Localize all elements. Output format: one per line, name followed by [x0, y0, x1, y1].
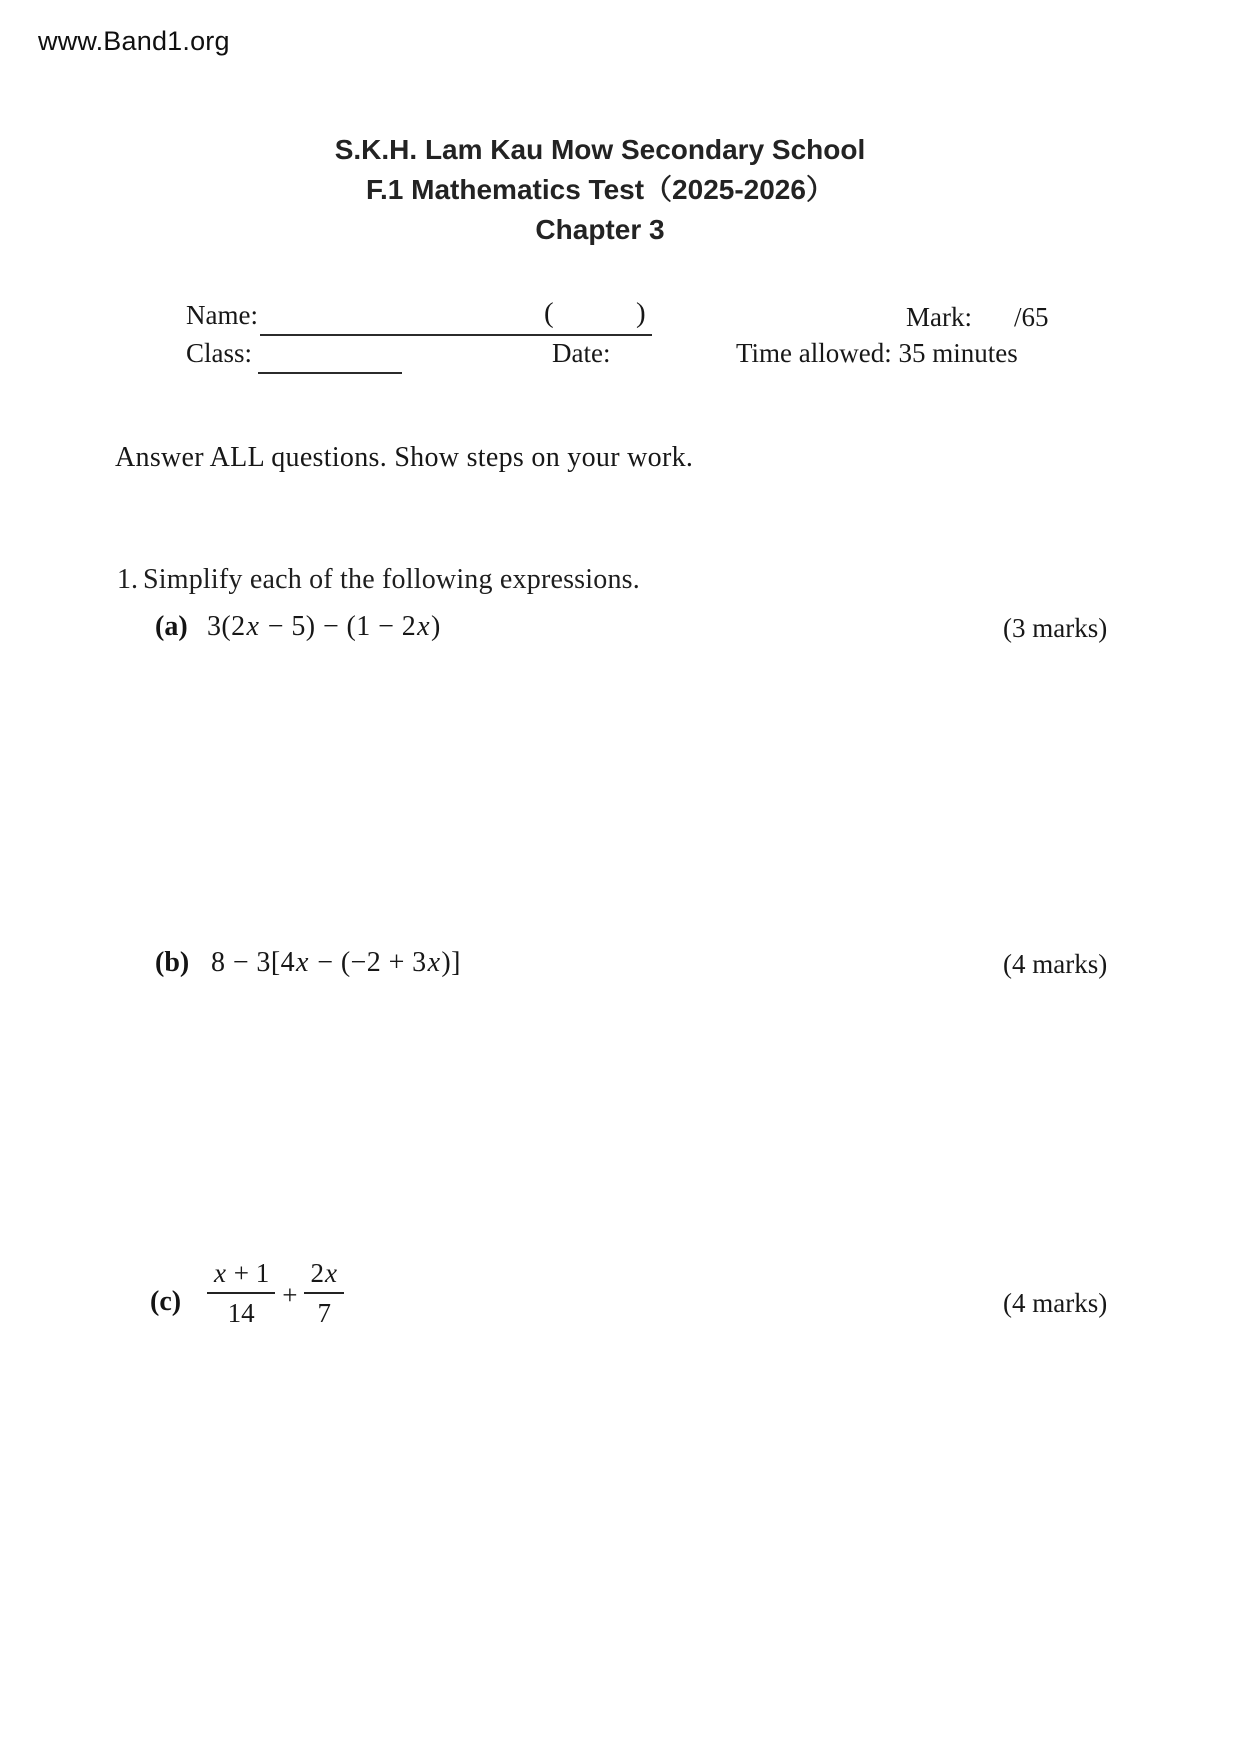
watermark-url: www.Band1.org	[38, 26, 230, 56]
part-a-label: (a)	[155, 611, 188, 642]
fraction-2-denominator: 7	[317, 1298, 331, 1328]
fraction-1-numerator: x + 1	[207, 1258, 275, 1294]
fraction-plus-operator: +	[282, 1279, 298, 1310]
name-label: Name:	[186, 300, 258, 330]
class-field-line	[258, 338, 402, 374]
fraction-2-numerator: 2x	[304, 1258, 343, 1294]
instructions-text: Answer ALL questions. Show steps on your work.	[115, 442, 694, 473]
part-c-label: (c)	[150, 1286, 182, 1317]
fraction-1-denominator: 14	[227, 1298, 255, 1328]
question-1-text: Simplify each of the following expressions.	[143, 564, 640, 595]
time-allowed-text: Time allowed: 35 minutes	[736, 338, 1018, 368]
name-field-line	[260, 300, 652, 336]
part-b-marks: (4 marks)	[1003, 949, 1108, 979]
part-a-marks: (3 marks)	[1003, 613, 1108, 643]
part-b-expression: 8 − 3[4x − (−2 + 3x)]	[211, 947, 461, 978]
test-title: F.1 Mathematics Test（2025-2026）	[366, 174, 834, 205]
school-name: S.K.H. Lam Kau Mow Secondary School	[334, 134, 866, 165]
mark-label: Mark:	[906, 302, 972, 332]
class-number-paren-close: )	[636, 297, 646, 329]
part-a-expression: 3(2x − 5) − (1 − 2x)	[207, 611, 441, 642]
part-c-marks: (4 marks)	[1003, 1288, 1108, 1318]
class-label: Class:	[186, 338, 253, 368]
mark-total-value: /65	[1014, 302, 1049, 332]
part-c-fraction-2	[304, 1258, 343, 1328]
date-label: Date:	[552, 338, 611, 368]
paper-header	[0, 130, 1200, 250]
part-c-fraction-1	[207, 1258, 275, 1328]
chapter-title: Chapter 3	[535, 214, 665, 245]
question-1-number: 1.	[117, 564, 138, 595]
part-c-expression	[207, 1258, 344, 1328]
class-number-paren-open: (	[544, 297, 554, 329]
part-b-label: (b)	[155, 947, 190, 978]
